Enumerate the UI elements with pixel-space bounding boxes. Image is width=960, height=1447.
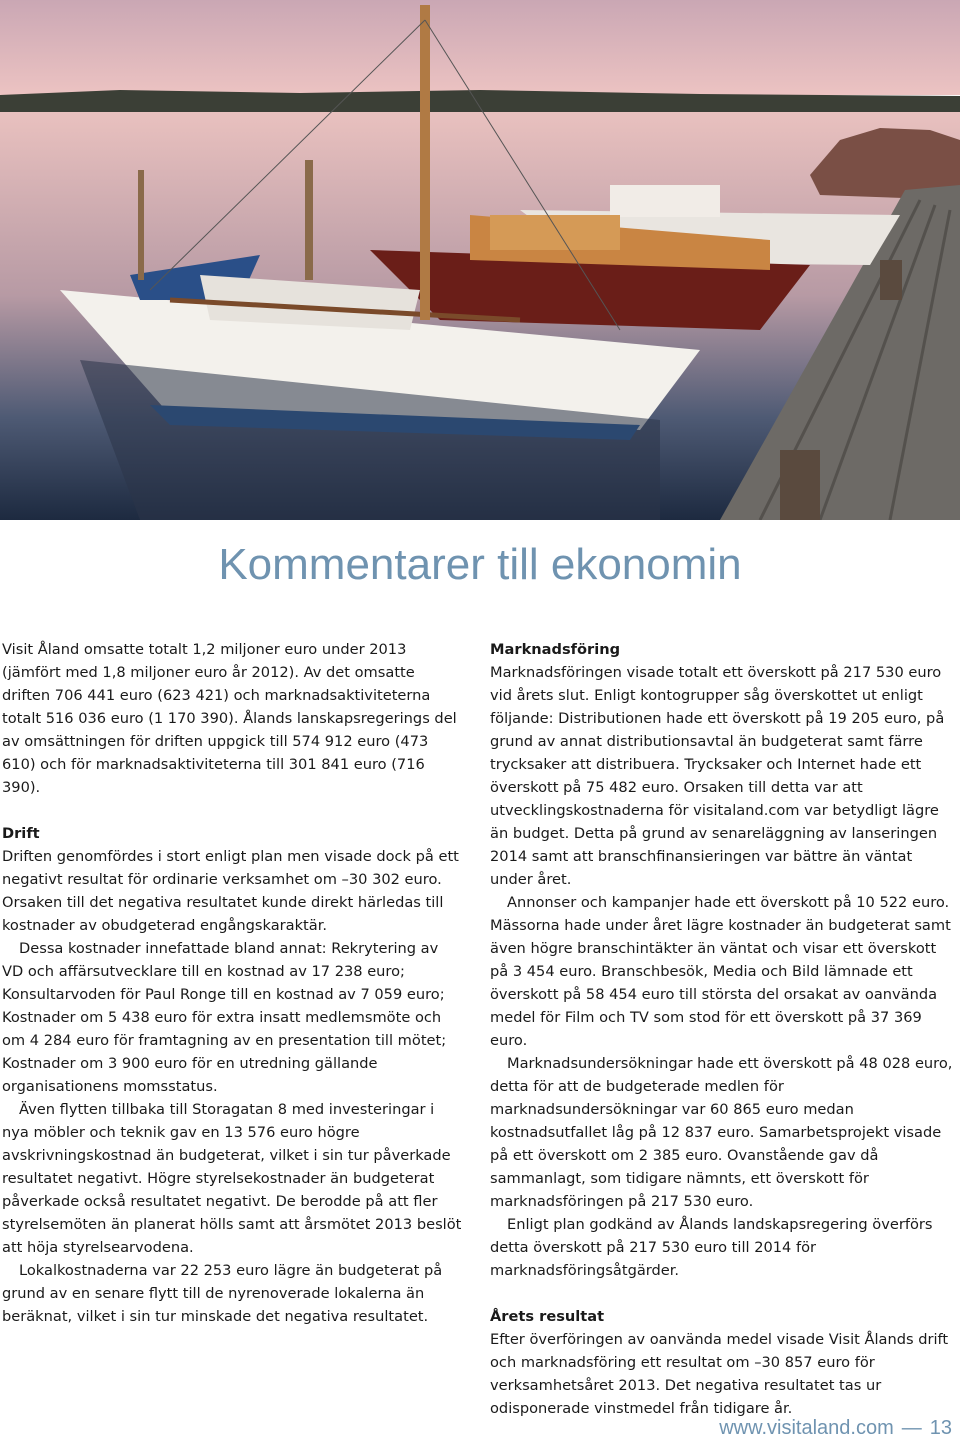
intro-paragraph: Visit Åland omsatte totalt 1,2 miljoner euro under 2013 (jämfört med 1,8 miljoner euro år 2012). Av det omsatte driften 706 441 euro (623 421) och marknadsaktiviteterna totalt 516 036 euro (1 170 390). Ålands lanskapsregerings del av omsättningen för driften uppgick till 574 912 euro (473 610) och för marknadsaktiviteterna till 301 841 euro (716 390). (2, 641, 457, 796)
marknadsforing-paragraph-3: Marknadsundersökningar hade ett överskott på 48 028 euro, detta för att de budgeterade medlen för marknadsundersökningar var 60 865 euro medan kostnadsutfallet låg på 12 837 euro. Samarbetsprojekt visade på ett överskott om 2 385 euro. Ovanstående gav då sammanlagt, som tidigare nämnts, ett överskott för marknadsföringen på 217 530 euro. (490, 1055, 953, 1210)
page-number: 13 (929, 1417, 952, 1439)
marknadsforing-paragraph-1: Marknadsföringen visade totalt ett överskott på 217 530 euro vid årets slut. Enligt kontogrupper såg överskottet ut enligt följande: Distributionen hade ett överskott på 19 205 euro, på grund av annat distributionsavtal än budgeterat samt färre trycksaker att distribuera. Trycksaker och Internet hade ett överskott på 75 482 euro. Orsaken till detta var att utvecklingskostnaderna för visitaland.com var betydligt lägre än budget. Detta på grund av senareläggning av lanseringen 2014 samt att branschfinansieringen var bättre än väntat under året. (490, 664, 945, 888)
drift-paragraph-1: Driften genomfördes i stort enligt plan men visade dock på ett negativt resultat för ordinarie verksamhet om –30 302 euro. Orsaken till det negativa resultatet kunde direkt härledas till kostnader av obudgeterad engångskaraktär. (2, 848, 459, 934)
marknadsforing-paragraph-4: Enligt plan godkänd av Ålands landskapsregering överförs detta överskott på 217 530 euro till 2014 för marknadsföringsåtgärder. (490, 1216, 933, 1279)
page-title: Kommentarer till ekonomin (218, 540, 742, 589)
drift-paragraph-4: Lokalkostnaderna var 22 253 euro lägre än budgeterat på grund av en senare flytt till de nyrenoverade lokalerna än beräknat, vilket i sin tur minskade det negativa resultatet. (2, 1262, 443, 1325)
marknadsforing-heading: Marknadsföring (490, 641, 621, 658)
footer-separator: — (901, 1417, 922, 1439)
left-column (2, 638, 462, 1328)
marknadsforing-paragraph-2: Annonser och kampanjer hade ett överskott på 10 522 euro. Mässorna hade under året lägre kostnader än budgeterat samt även högre branschintäkter än väntat och visar ett överskott på 3 454 euro. Branschbesök, Media och Bild lämnade ett överskott på 58 454 euro till största del orsakat av oanvända medel för Film och TV som stod för ett överskott på 37 369 euro. (490, 894, 951, 1049)
footer-url[interactable]: www.visitaland.com (719, 1417, 894, 1439)
hero-photo-boats (0, 0, 960, 520)
drift-heading: Drift (2, 825, 40, 842)
arets-resultat-paragraph: Efter överföringen av oanvända medel visade Visit Ålands drift och marknadsföring ett resultat om –30 857 euro för verksamhetsåret 2013. Det negativa resultatet tas ur odisponerade vinstmedel från tidigare år. (490, 1331, 949, 1417)
drift-paragraph-3: Även flytten tillbaka till Storagatan 8 med investeringar i nya möbler och teknik gav en 13 576 euro högre avskrivningskostnad än budgeterat, vilket i sin tur påverkade resultatet negativt. Högre styrelsekostnader än budgeterat påverkade också resultatet negativt. De berodde på att fler styrelsemöten än planerat hölls samt att årsmötet 2013 beslöt att höja styrelsearvodena. (2, 1101, 462, 1256)
arets-resultat-heading: Årets resultat (490, 1308, 605, 1325)
drift-paragraph-2: Dessa kostnader innefattade bland annat: Rekrytering av VD och affärsutvecklare till en kostnad av 17 238 euro; Konsultarvoden för Paul Ronge till en kostnad av 7 059 euro; Kostnader om 5 438 euro för extra insatt medlemsmöte och om 4 284 euro för framtagning av en presentation till mötet; Kostnader om 3 900 euro för en utredning gällande organisationens momsstatus. (2, 940, 447, 1095)
page-footer (719, 1417, 952, 1440)
right-column (490, 638, 956, 1420)
